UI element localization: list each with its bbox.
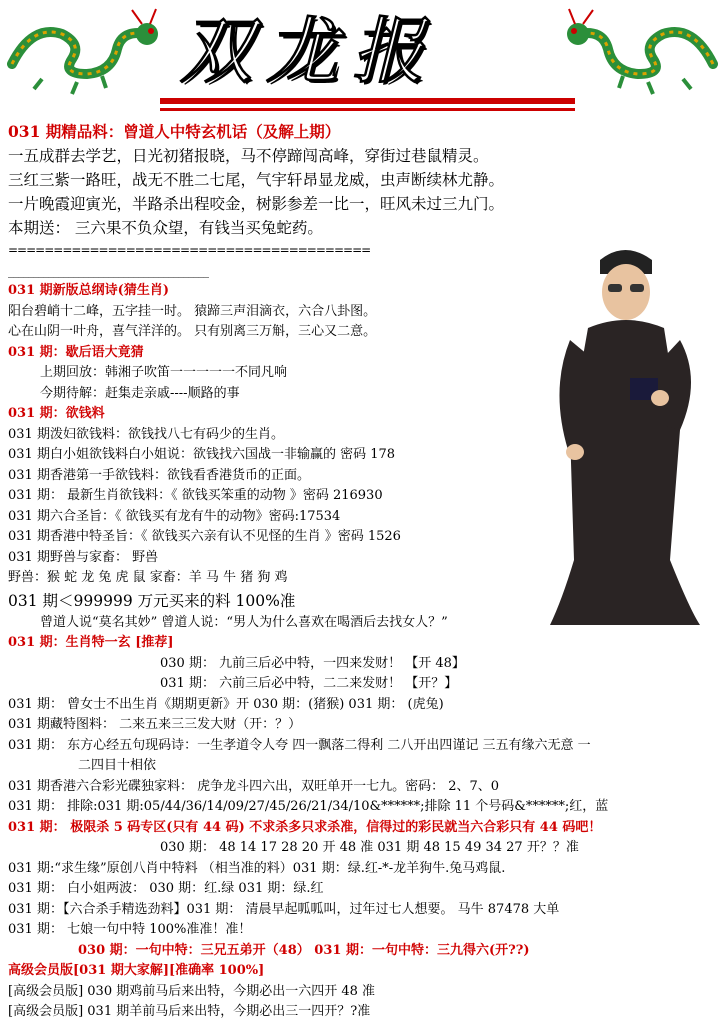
text-line: 031 期香港六合彩光碟独家料： 虎争龙斗四六出，双旺单开一七九。密码： 2、7、0 [8, 778, 500, 794]
text-line: 心在山阴一叶舟，喜气洋洋的。 只有别离三万斛，三心又二意。 [8, 324, 377, 339]
text-line: 031 期香港第一手欲钱料：欲钱看香港货币的正面。 [8, 467, 310, 483]
text-line: 031 期藏特图料： 二来五来三三发大财（开：？） [8, 717, 302, 732]
text-line: 031 期野兽与家畜： 野兽 [8, 549, 159, 565]
text-line: 031 期＜999999 万元买来的料 100%准 [8, 591, 296, 610]
text-line: 上期回放：韩湘子吹笛一一一一一不同凡响 [40, 365, 288, 380]
text-line: 031 期：欲钱料 [8, 406, 105, 421]
text-line: 本期送： 三六果不负众望，有钱当买兔蛇药。 [8, 219, 323, 237]
dragon-right-icon [563, 4, 723, 96]
text-line: 031 期： 最新生肖欲钱料：《 欲钱买笨重的动物 》密码 216930 [8, 488, 383, 503]
text-line: 031 期六合圣旨：《 欲钱买有龙有牛的动物》密码:17534 [8, 508, 341, 524]
text-line: 031 期： 白小姐两波： 030 期：红.绿 031 期：绿.红 [8, 881, 324, 896]
text-line: 030 期：一句中特：三兄五弟开（48） 031 期：一句中特：三九得六(开??) [78, 942, 530, 958]
text-line: 031 期：歇后语大竟猜 [8, 344, 144, 360]
text-line: ________________________________________ [8, 263, 208, 278]
text-line: 一五成群去学艺，日光初猪报晓，马不停蹄闯高峰，穿街过巷鼠精灵。 [8, 147, 489, 165]
text-line: 031 期泼妇欲钱料：欲钱找八七有码少的生肖。 [8, 426, 284, 442]
text-line: 031 期： 曾女士不出生肖《期期更新》开 030 期：(猪猴) 031 期： (虎兔) [8, 696, 444, 712]
text-line: 高级会员版[031 期大家解][准确率 100%] [8, 963, 265, 978]
text-line: [高级会员版] 030 期鸡前马后来出特，今期必出一六四开 48 准 [8, 983, 376, 999]
text-line: ======================================== [8, 243, 371, 257]
text-line: 031 期： 东方心经五句现码诗：一生孝道令人夸 四一飘落二得利 二八开出四谨记 三五有缘六无意 一 [8, 737, 591, 753]
text-line: 031 期： 七娘一句中特 100%准准！准！ [8, 922, 252, 937]
text-line: 031 期： 极限杀 5 码专区(只有 44 码) 不求杀多只求杀准，信得过的彩民就当六合彩只有 44 码吧！ [8, 819, 602, 835]
text-line: 三红三紫一路旺，战无不胜二七尾，气宇轩昂显龙威，虫声断续林尤静。 [8, 171, 505, 189]
text-line: 031 期： 六前三后必中特，二二来发财！ 【开？】 [160, 676, 458, 691]
text-line: 二四目十相依 [78, 758, 157, 773]
text-line: 030 期： 48 14 17 28 20 开 48 准 031 期 48 15 49 34 27 开？？准 [160, 840, 579, 855]
dragon-left-icon [2, 4, 162, 96]
text-line: 野兽：猴 蛇 龙 兔 虎 鼠 家畜：羊 马 牛 猪 狗 鸡 [8, 570, 288, 585]
article-body [8, 120, 720, 1023]
page-title: 双龙报 [180, 9, 439, 93]
text-line: 031 期:“求生缘”原创八肖中特料 （相当准的料）031 期：绿.红-*-龙羊狗牛.兔马鸡鼠. [8, 860, 506, 876]
text-line: 031 期白小姐欲钱料白小姐说：欲钱找六国战一非输赢的 密码 178 [8, 447, 396, 462]
text-line: 031 期： 排除:031 期:05/44/36/14/09/27/45/26/21/34/10&******;排除 11 个号码&******;红，蓝 [8, 799, 609, 814]
text-line: 031 期新版总纲诗(猜生肖) [8, 283, 169, 298]
text-line: 031 期香港中特圣旨：《 欲钱买六亲有认不见怪的生肖 》密码 1526 [8, 529, 401, 544]
text-line: 今期待解：赶集走亲戚----顺路的事 [40, 385, 240, 401]
header-banner [0, 0, 725, 122]
text-line: 曾道人说“莫名其妙” 曾道人说：“男人为什么喜欢在喝酒后去找女人？” [40, 614, 448, 630]
title-underline-thick [160, 98, 575, 104]
title-underline-thin [160, 108, 575, 111]
text-line: 阳台碧峭十二峰，五字挂一时。 猿蹄三声泪滴衣，六合八卦图。 [8, 303, 377, 319]
text-line: 030 期： 九前三后必中特，一四来发财！ 【开 48】 [160, 655, 465, 671]
text-line: 031 期：生肖特一玄 [推荐] [8, 635, 174, 650]
text-line: 一片晚霞迎寅光，半路杀出程咬金，树影参差一比一，旺风未过三九门。 [8, 195, 505, 213]
text-line: 031 期：【六合杀手精选劲料】031 期： 清晨早起呱呱叫，过年过七人想要。 马牛 87478 大单 [8, 901, 560, 917]
text-line: 031 期精品料：曾道人中特玄机话（及解上期） [8, 122, 341, 141]
text-line: [高级会员版] 031 期羊前马后来出特，今期必出三一四开？?准 [8, 1004, 371, 1019]
